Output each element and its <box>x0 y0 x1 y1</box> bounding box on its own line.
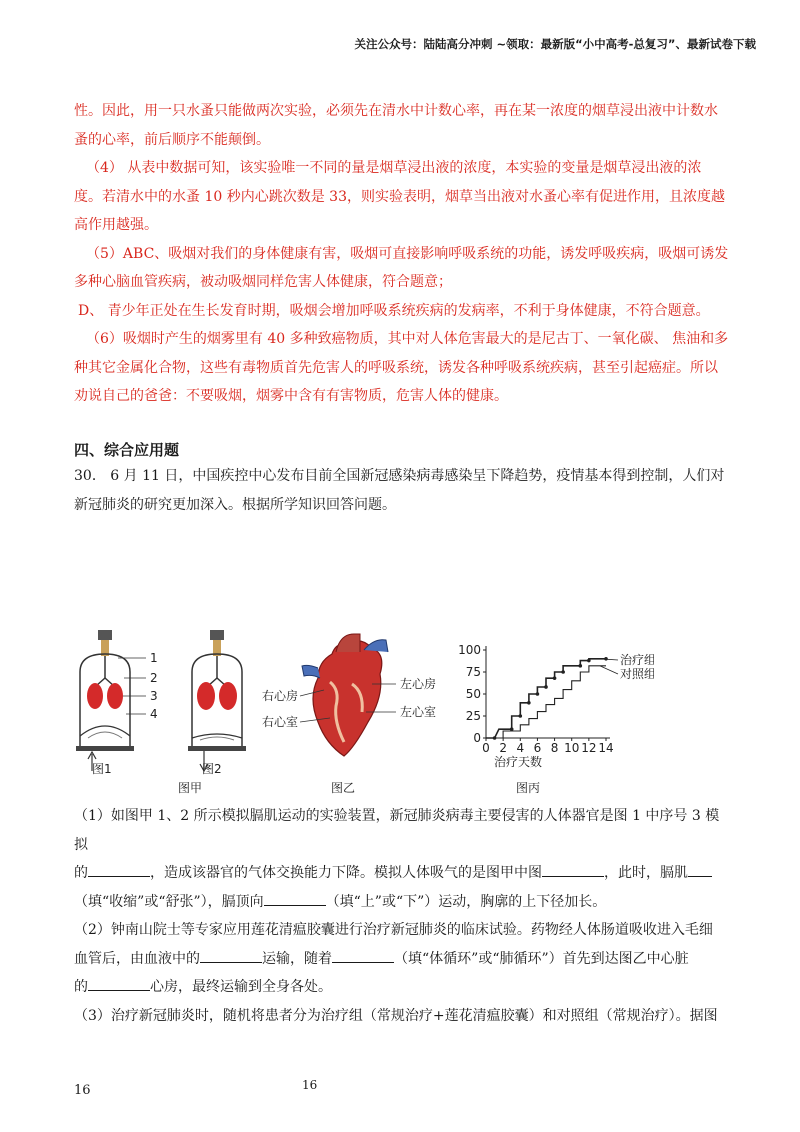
fig1-label: 图1 <box>92 762 112 776</box>
question-line: 新冠肺炎的研究更加深入。根据所学知识回答问题。 <box>74 496 396 513</box>
left-balloon-lung <box>197 682 215 710</box>
series-point <box>544 685 548 689</box>
page-header: 关注公众号：陆陆高分冲刺 ~领取：最新版“小中高考-总复习”、最新试卷下载 <box>354 37 756 51</box>
part-number: 4 <box>150 707 158 721</box>
series-point <box>527 701 531 705</box>
answer-blank[interactable] <box>688 862 712 877</box>
x-tick-label: 14 <box>598 741 614 755</box>
answer-line: 性。因此，用一只水蚤只能做两次实验，必须先在清水中计数心率，再在某一浓度的烟草浸出液中计数水 <box>74 103 718 119</box>
y-tick-label: 75 <box>465 665 481 679</box>
question-text: ，造成该器官的气体交换能力下降。模拟人体吸气的是图甲中图 <box>150 865 542 881</box>
question-text: 血管后，由血液中的 <box>74 950 200 967</box>
answer-line: （6）吸烟时产生的烟雾里有 40 多种致癌物质，其中对人体危害最大的是尼古丁、一氧化碳、 焦油和多 <box>86 331 729 347</box>
x-tick-label: 10 <box>564 741 580 755</box>
page-number-center: 16 <box>302 1078 318 1092</box>
question-text: （填“上”或“下”）运动，胸廓的上下径加长。 <box>325 893 607 910</box>
answer-line: 高作用越强。 <box>74 217 158 233</box>
part-number: 1 <box>150 651 158 665</box>
answer-blank[interactable] <box>88 862 150 877</box>
label-left-ventricle: 左心室 <box>400 705 437 719</box>
series-point <box>561 670 565 674</box>
label-right-atrium: 右心房 <box>262 689 299 703</box>
y-tick-label: 100 <box>458 643 481 657</box>
question-block <box>74 802 730 1030</box>
question-text: （填“体循环”或“肺循环”）首先到达图乙中心脏 <box>394 950 689 967</box>
answer-blank[interactable] <box>542 862 604 877</box>
legend-label: 治疗组 <box>620 653 654 667</box>
fig-jia-caption: 图甲 <box>178 781 203 795</box>
heart-diagram <box>262 634 436 756</box>
answer-blank[interactable] <box>332 948 394 963</box>
answer-line: D、 青少年正处在生长发育时期，吸烟会增加呼吸系统疾病的发病率，不利于身体健康，不符合题意。 <box>78 302 710 319</box>
series-line-1 <box>486 666 606 738</box>
label-left-atrium: 左心房 <box>400 677 437 691</box>
fig-bing-caption: 图丙 <box>516 781 541 795</box>
page-number-left: 16 <box>74 1083 91 1098</box>
series-point <box>553 676 557 680</box>
question-text: ，此时，膈肌 <box>604 865 688 881</box>
answer-line: 蚤的心率，前后顺序不能颠倒。 <box>74 131 270 148</box>
answer-blank[interactable] <box>88 976 150 991</box>
series-point <box>578 664 582 668</box>
answer-blank[interactable] <box>264 891 326 906</box>
question-line: （1）如图甲 1、2 所示模拟膈肌运动的实验装置，新冠肺炎病毒主要侵害的人体器官是图 1 中序号 3 模拟 <box>74 808 720 853</box>
y-tick-label: 50 <box>465 687 481 701</box>
right-balloon-lung <box>219 682 237 710</box>
x-tick-label: 0 <box>482 741 490 755</box>
answer-line: （4） 从表中数据可知，该实验唯一不同的量是烟草浸出液的浓度，本实验的变量是烟草浸出液的浓 <box>86 160 702 176</box>
aorta <box>336 634 360 652</box>
question-line <box>74 973 730 1002</box>
x-tick-label: 2 <box>499 741 507 755</box>
answer-blank[interactable] <box>200 948 262 963</box>
answer-line: （5）ABC、吸烟对我们的身体健康有害，吸烟可直接影响呼吸系统的功能，诱发呼吸疾病，吸烟可诱发 <box>86 245 729 262</box>
right-balloon-lung <box>107 683 123 709</box>
question-line <box>74 859 730 888</box>
question-line <box>74 888 730 917</box>
jar-stopper <box>210 630 224 640</box>
question-text: 的 <box>74 979 88 995</box>
figure-area <box>74 626 654 801</box>
question-line: 30． 6 月 11 日，中国疾控中心发布目前全国新冠感染病毒感染呈下降趋势，疫情基本得到控制，人们对 <box>74 468 725 484</box>
bell-jar-2 <box>188 630 246 776</box>
question-intro <box>74 438 730 519</box>
answer-block <box>74 97 730 411</box>
fig2-label: 图2 <box>202 762 222 776</box>
pulmonary-artery <box>364 640 388 652</box>
x-tick-label: 6 <box>533 741 542 755</box>
question-text: （填“收缩”或“舒张”），膈顶向 <box>74 893 264 910</box>
series-point <box>587 659 591 663</box>
x-tick-label: 4 <box>516 741 525 755</box>
y-tick-label: 25 <box>465 709 481 723</box>
y-tick-label: 0 <box>473 731 481 745</box>
answer-line: 多种心脑血管疾病，被动吸烟同样危害人体健康，符合题意； <box>74 274 452 290</box>
jar-base <box>76 746 134 751</box>
legend-leader-1 <box>600 666 618 674</box>
question-line: （2）钟南山院士等专家应用莲花清瘟胶囊进行治疗新冠肺炎的临床试验。药物经人体肠道吸收进入毛细 <box>74 922 713 938</box>
heart-body <box>313 641 382 756</box>
part-number: 3 <box>150 689 158 703</box>
bell-jar-1 <box>76 630 158 776</box>
answer-line: 种其它金属化合物，这些有毒物质首先危害人的呼吸系统，诱发各种呼吸系统疾病，甚至引起癌症。所以 <box>74 359 718 376</box>
diaphragm-rubber-inner <box>200 737 234 740</box>
left-balloon-lung <box>87 683 103 709</box>
figure-svg <box>74 626 654 801</box>
question-text: 的 <box>74 865 88 881</box>
x-tick-label: 8 <box>550 741 559 755</box>
series-line-0 <box>486 659 606 738</box>
x-axis-label: 治疗天数 <box>494 755 543 769</box>
question-text: 心房，最终运输到全身各处。 <box>150 979 332 995</box>
fig-yi-caption: 图乙 <box>331 781 356 795</box>
question-text: 运输，随着 <box>262 950 332 967</box>
answer-line: 度。若清水中的水蚤 10 秒内心跳次数是 33，则实验表明，烟草当出液对水蚤心率有促进作用，且浓度越 <box>74 188 725 205</box>
series-point <box>536 692 540 696</box>
line-chart <box>458 643 654 795</box>
jar-base <box>188 746 246 751</box>
section-title: 四、综合应用题 <box>74 441 180 459</box>
question-line <box>74 945 730 974</box>
label-right-ventricle: 右心室 <box>262 715 299 729</box>
question-line: （3）治疗新冠肺炎时，随机将患者分为治疗组（常规治疗+莲花清瘟胶囊）和对照组（常规治疗）。据图 <box>74 1007 718 1024</box>
legend-label: 对照组 <box>620 667 654 681</box>
series-point <box>518 714 522 718</box>
diaphragm-rubber-inner <box>88 732 122 738</box>
diaphragm-rubber <box>80 726 130 736</box>
answer-line: 劝说自己的爸爸：不要吸烟，烟雾中含有有害物质，危害人体的健康。 <box>74 388 508 404</box>
jar-stopper <box>98 630 112 640</box>
part-number: 2 <box>150 671 158 685</box>
vena-cava <box>302 665 320 678</box>
x-tick-label: 12 <box>581 741 597 755</box>
